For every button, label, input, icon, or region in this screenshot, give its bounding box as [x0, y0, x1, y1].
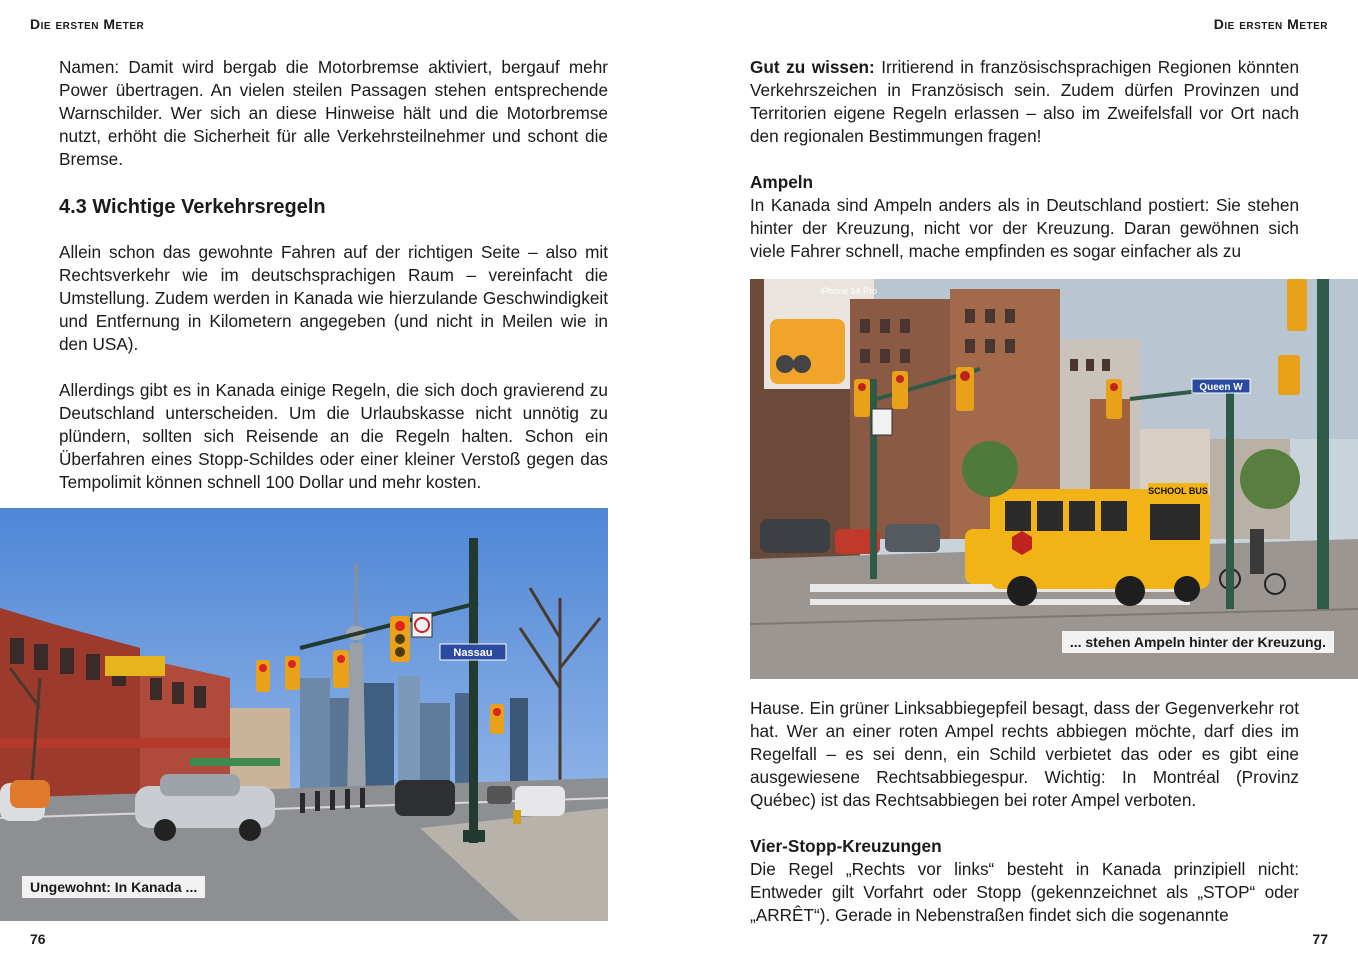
running-header-left: Die ersten Meter [30, 16, 145, 32]
street-sign-text: Nassau [453, 647, 493, 659]
street-scene-illustration [0, 508, 608, 921]
running-header-right: Die ersten Meter [1213, 16, 1328, 32]
billboard-text: iPhone 14 Pro [820, 286, 878, 296]
tip-text: Irritierend in französischsprachigen Regionen könnten Verkehrszeichen in Französisch sein. Zudem dürfen Provinzen und Territorien eigene Regeln erlassen – also im Zweifelsfall vor Ort nach den regionalen Bestimmungen fragen! [750, 57, 1300, 146]
school-bus-intersection-photo [750, 279, 1358, 679]
tip-paragraph [750, 56, 1299, 148]
intersection-scene-illustration [750, 279, 1358, 679]
toronto-street-photo [0, 508, 608, 921]
page-number: 77 [1312, 931, 1328, 947]
paragraph: Namen: Damit wird bergab die Motorbremse aktiviert, bergauf mehr Power übertragen. An vielen steilen Passagen stehen entsprechende Warnschilder. Wer sich an diese Hinweise hält und die Motorbremse nutzt, erhöht die Sicherheit für alle Verkehrsteilnehmer und schont die Bremse. [59, 57, 608, 169]
photo-caption: ... stehen Ampeln hinter der Kreuzung. [1062, 631, 1334, 653]
street-sign-text: Queen W [1199, 382, 1243, 393]
page-number: 76 [30, 931, 46, 947]
left-text-column [59, 56, 608, 517]
bus-label-text: SCHOOL BUS [1148, 486, 1208, 496]
paragraph: Die Regel „Rechts vor links“ besteht in Kanada prinzipiell nicht: Entweder gilt Vorfahrt oder Stopp (gekennzeichnet als „STOP“ oder „ARRÊT“). Gerade in Nebenstraßen findet sich die sogenannte [750, 859, 1299, 925]
tip-label: Gut zu wissen: [750, 57, 875, 77]
subheading-ampeln: Ampeln [750, 172, 814, 192]
photo-caption: Ungewohnt: In Kanada ... [22, 876, 205, 898]
paragraph: Hause. Ein grüner Linksabbiegepfeil besagt, dass der Gegenverkehr rot hat. Wer an einer roten Ampel rechts abbiegen möchte, darf dies im Regelfall – es sei denn, ein Schild verbietet das oder es gibt eine ausgewiesene Rechtsabbiegespur. Wichtig: In Montréal (Provinz Québec) ist das Rechtsabbiegen bei roter Ampel verboten. [750, 698, 1299, 810]
paragraph: Allein schon das gewohnte Fahren auf der richtigen Seite – also mit Rechtsverkehr wie im deutschsprachigen Raum – vereinfacht die Umstellung. Zudem werden in Kanada wie hierzulande Geschwindigkeit und Entfernung in Kilometern angegeben (und nicht in Meilen wie in den USA). [59, 242, 608, 354]
paragraph: Allerdings gibt es in Kanada einige Regeln, die sich doch gravierend zu Deutschland unterscheiden. Um die Urlaubskasse nicht unnötig zu plündern, sollten sich Reisende an die Regeln halten. Schon ein Überfahren eines Stopp-Schildes oder einer kleiner Verstoß gegen das Tempolimit können schnell 100 Dollar und mehr kosten. [59, 380, 608, 492]
section-heading: 4.3 Wichtige Verkehrsregeln [59, 196, 326, 218]
paragraph: In Kanada sind Ampeln anders als in Deutschland postiert: Sie stehen hinter der Kreuzung, nicht vor der Kreuzung. Daran gewöhnen sich viele Fahrer schnell, mache empfinden es sogar einfacher als zu [750, 195, 1299, 261]
right-text-column-lower [750, 697, 1299, 927]
subheading-vier-stopp: Vier-Stopp-Kreuzungen [750, 836, 942, 856]
right-text-column [750, 56, 1299, 263]
